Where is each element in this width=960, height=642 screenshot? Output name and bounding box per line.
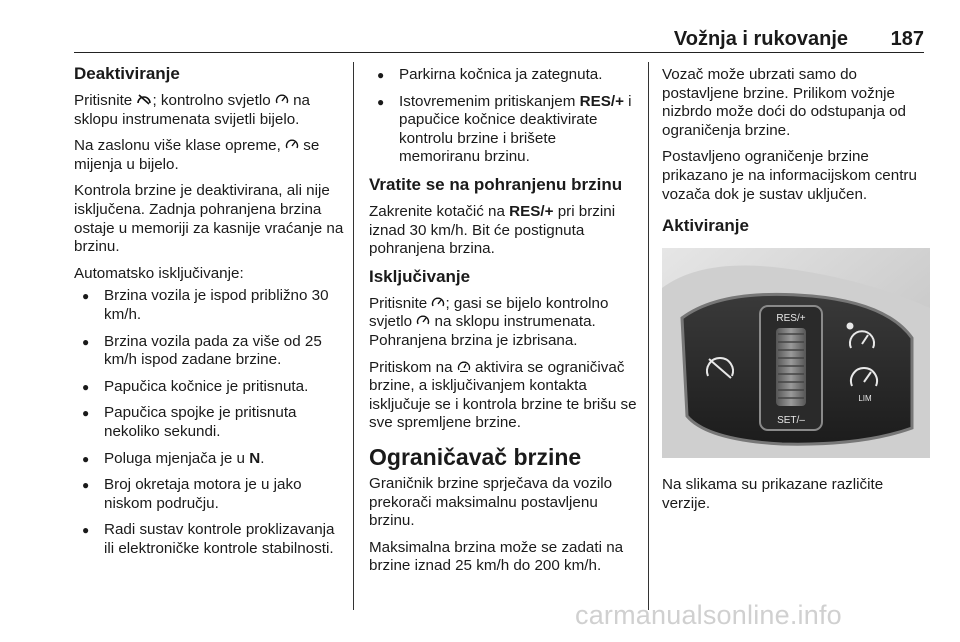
paragraph: Pritisnite ; gasi se bijelo kontrolno svjetlo na sklopu instrumenata. Pohranjena brzina je izbrisana.: [369, 294, 609, 349]
paragraph: Pritisnite ; kontrolno svjetlo na sklopu instrumenata svijetli bijelo.: [74, 92, 310, 128]
paragraph: Maksimalna brzina može se zadati na brzine iznad 25 km/h do 200 km/h.: [369, 538, 624, 575]
heading-vratite: Vratite se na pohranjenu brzinu: [369, 174, 623, 194]
set-label: SET/–: [777, 415, 805, 427]
list-item: ● Poluga mjenjača je u N.: [74, 450, 346, 469]
speedometer-crossed-icon: [136, 93, 152, 105]
paragraph: Zakrenite kotačić na RES/+ pri brzini iznad 30 km/h. Bit će postignuta pohranjena brzina.: [369, 202, 616, 258]
header-title: Vožnja i rukovanje: [673, 28, 848, 50]
list-item: ● Istovremenim pritiskanjem RES/+ i papučice kočnice deaktivirate kontrolu brzine i brišete memoriranu brzinu.: [369, 93, 637, 167]
paragraph: Postavljeno ograničenje brzine prikazano je na informacijskom centru vozača dok je sustav uključen.: [662, 148, 917, 203]
cruise-control-indicator-icon: [431, 296, 445, 308]
column-3: [662, 66, 930, 521]
cruise-control-indicator-icon: [416, 314, 430, 326]
column-2: [369, 66, 637, 584]
page-number: 187: [890, 28, 924, 50]
heading-iskljucivanje: Isključivanje: [369, 266, 471, 286]
paragraph: Na zaslonu više klase opreme, se mijenja u bijelo.: [74, 137, 320, 173]
paragraph: Automatsko isključivanje:: [74, 264, 244, 282]
column-divider-2: [648, 62, 649, 610]
paragraph: Graničnik brzine sprječava da vozilo prekorači maksimalnu postavljenu brzinu.: [369, 474, 613, 530]
paragraph: Kontrola brzine je deaktivirana, ali nije isključena. Zadnja pohranjena brzina ostaje u memoriji za kasnije vraćanje na brzinu.: [74, 182, 344, 256]
paragraph: Vozač može ubrzati samo do postavljene brzine. Prilikom vožnje nizbrdo može doći do odstupanja od ograničenja brzine.: [662, 66, 907, 139]
cruise-control-indicator-icon: [285, 138, 299, 150]
speed-limiter-icon: [457, 359, 471, 372]
heading-deaktiviranje: Deaktiviranje: [74, 64, 180, 83]
heading-granicnik: Ograničavač brzine: [369, 443, 582, 470]
res-label: RES/+: [776, 313, 806, 325]
heading-aktiviranje: Aktiviranje: [662, 216, 749, 236]
bullet-list: [74, 287, 346, 558]
list-item: ● Brzina vozila pada za više od 25 km/h ispod zadane brzine.: [74, 333, 346, 370]
bullet-list: [369, 66, 637, 167]
list-item: ● Papučica kočnice je pritisnuta.: [74, 378, 346, 397]
column-divider-1: [353, 62, 354, 610]
cruise-control-indicator-icon: [275, 93, 289, 105]
header-divider: [74, 52, 924, 53]
list-item: ● Papučica spojke je pritisnuta nekoliko sekundi.: [74, 404, 346, 441]
list-item: ● Brzina vozila je ispod približno 30 km/h.: [74, 287, 346, 324]
watermark: carmanualsonline.info: [575, 600, 842, 630]
column-1: [74, 58, 346, 566]
list-item: ● Parkirna kočnica ja zategnuta.: [369, 66, 637, 85]
paragraph: Pritiskom na aktivira se ograničivač brzine, a isključivanjem kontakta isključuje se i kontrola brzine te brišu se sve spremljene brzine.: [369, 358, 637, 432]
steering-wheel-controls-photo: [662, 248, 930, 458]
lim-label: LIM: [858, 394, 872, 404]
image-caption: Na slikama su prikazane različite verzije.: [662, 476, 884, 512]
list-item: ● Radi sustav kontrole proklizavanja ili elektroničke kontrole stabilnosti.: [74, 521, 346, 558]
list-item: ● Broj okretaja motora je u jako niskom području.: [74, 476, 346, 513]
